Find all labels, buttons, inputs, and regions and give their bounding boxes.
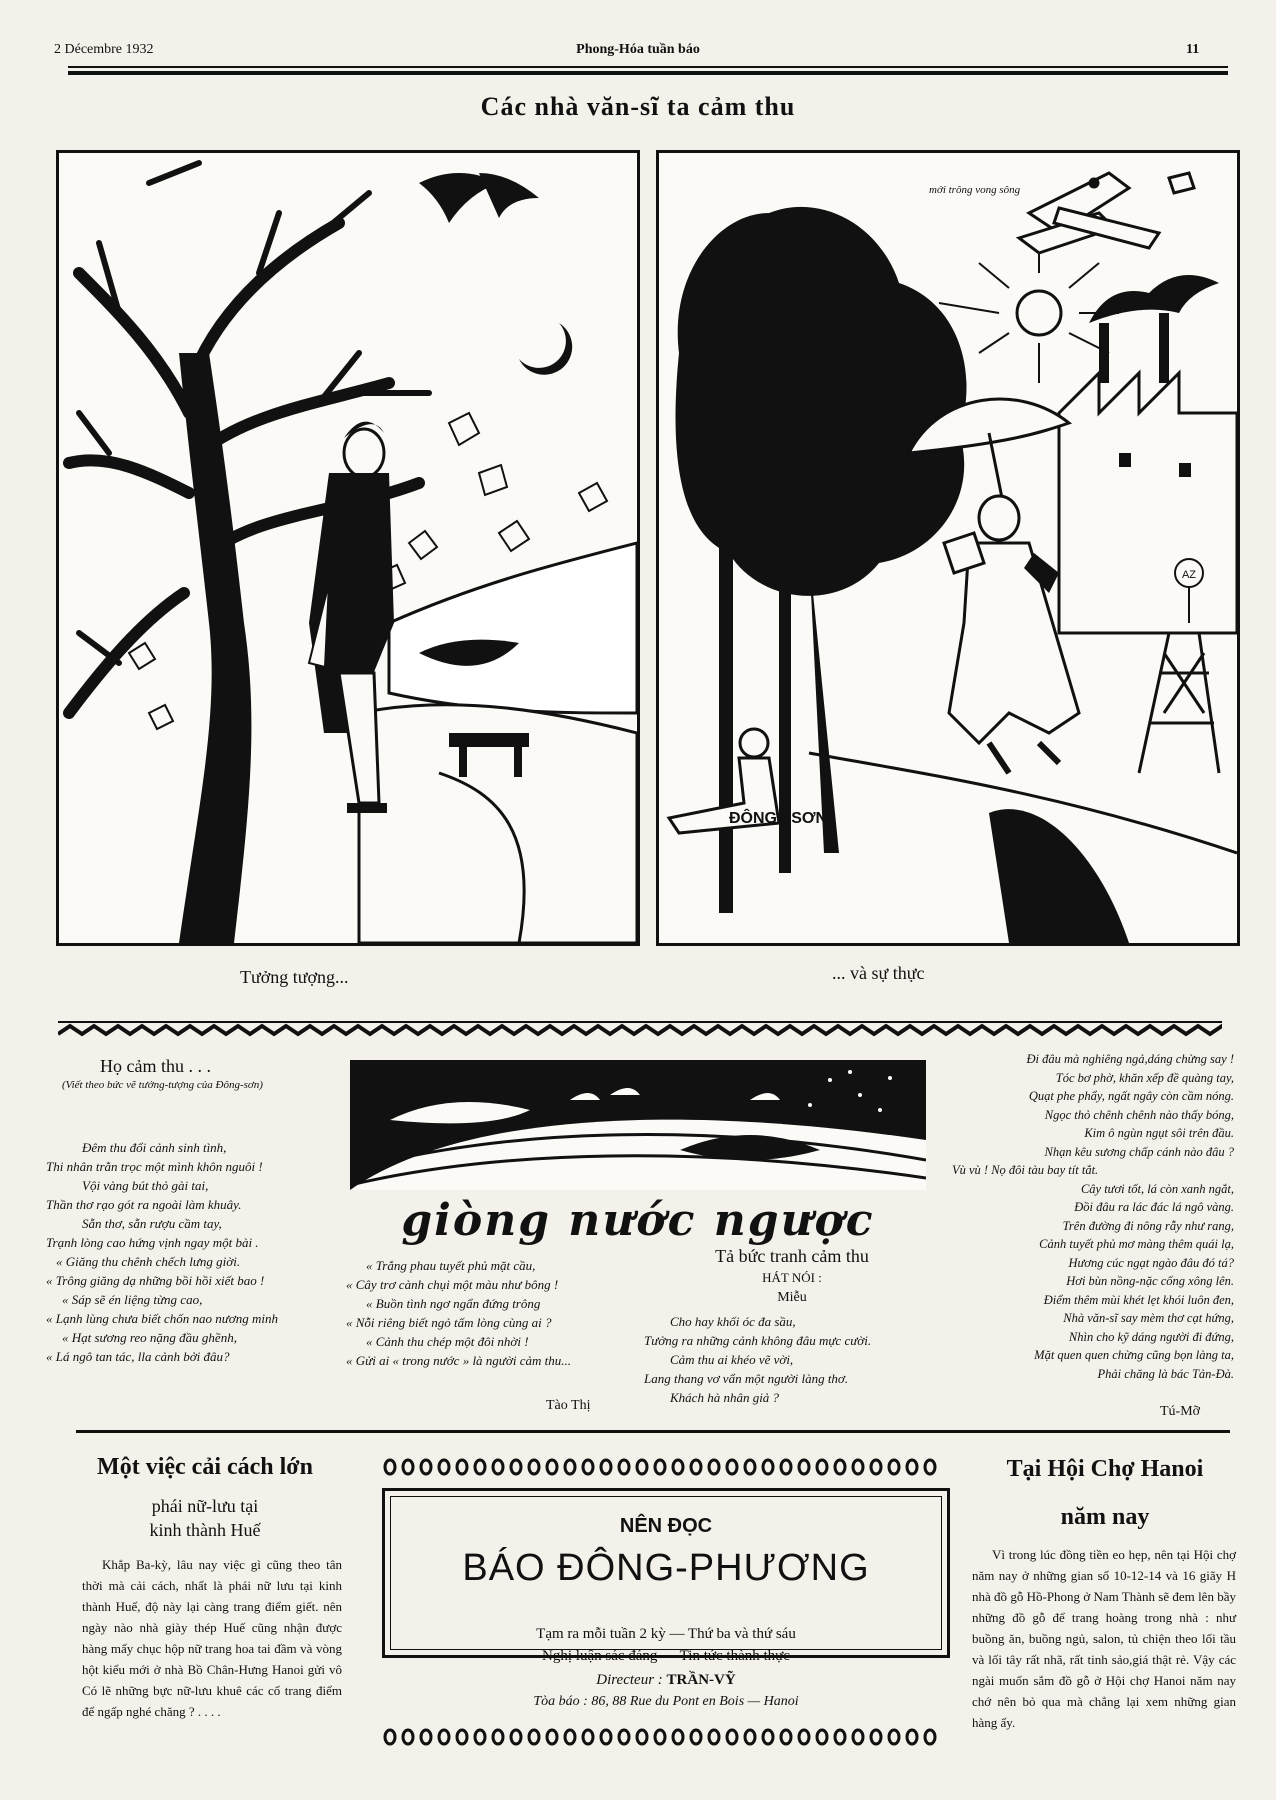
poem-line: Đi đâu mà nghiêng ngả,dáng chừng say ! — [1026, 1052, 1234, 1066]
poem-line: Nhà văn-sĩ say mèm thơ cạt hứng, — [1063, 1311, 1234, 1325]
ad-dot-border-top — [382, 1458, 950, 1476]
scholar-head — [344, 429, 384, 477]
article-left-subtitle-2: kinh thành Huế — [149, 1520, 261, 1540]
ad-director-name: TRẦN-VỸ — [666, 1672, 736, 1688]
poem-line: « Giăng thu chênh chếch lưng giời. — [56, 1254, 241, 1269]
poem-line: Quạt phe phẩy, ngất ngây còn cầm nóng. — [1028, 1089, 1234, 1103]
poem-line: Điểm thêm mùi khét lẹt khói luôn đen, — [1043, 1292, 1234, 1307]
poem-line: Cho hay khối óc đa sầu, — [670, 1314, 796, 1329]
poem-line: Đồi đâu ra lác đác lá ngô vàng. — [1074, 1200, 1234, 1214]
ad-address: Tòa báo : 86, 88 Rue du Pont en Bois — Hanoi — [533, 1694, 799, 1709]
ad-director-label: Directeur : — [596, 1672, 663, 1688]
tree-trunk — [719, 533, 733, 913]
poem-line: Cảnh tuyết phủ mơ màng thêm quái lạ, — [1039, 1237, 1234, 1251]
cartoon-imagination-illustration — [59, 153, 637, 943]
poem-center-right-body — [644, 1312, 944, 1407]
poem-line: Khách hà nhân giả ? — [670, 1390, 780, 1405]
article-left-title: Một việc cải cách lớn — [97, 1454, 313, 1480]
article-right-title-2: năm nay — [1060, 1504, 1150, 1530]
poem-line: « Gửi ai « trong nước » là người cảm thu... — [346, 1353, 571, 1368]
poem-line: Tưởng ra những cảnh không đâu mực cười. — [644, 1333, 872, 1348]
cartoon-reality-panel — [656, 150, 1240, 946]
cartoon-imagination-panel — [56, 150, 640, 946]
plane-text: mới trông vong sông — [929, 184, 1021, 196]
poem-line: Cảm thu ai khéo vẽ vời, — [670, 1352, 794, 1367]
poem-line: Mặt quen quen chừng cũng bọn làng ta, — [1034, 1348, 1234, 1362]
poem-center-left — [346, 1256, 642, 1370]
poem-line: Hơi bùn nồng-nặc cống xông lên. — [1066, 1274, 1234, 1288]
artist-signature: ĐÔNG - SƠN — [729, 810, 828, 827]
poem-line: « Trông giăng dạ những bồi hồi xiết bao ! — [46, 1273, 265, 1288]
svg-text:AZ: AZ — [1181, 569, 1197, 581]
caption-imagination: Tưởng tượng... — [240, 967, 349, 987]
poem-line: Kim ô ngùn ngụt sôi trên đầu. — [1084, 1126, 1234, 1140]
poem-line: « Lá ngô tan tác, lla cảnh bởi đâu? — [46, 1349, 230, 1364]
poem-line: « Hạt sương reo nặng đầu ghềnh, — [62, 1330, 237, 1345]
poem-line: Thi nhân trằn trọc một mình khôn nguôi ! — [46, 1159, 263, 1174]
article-left-body: Khắp Ba-kỳ, lâu nay việc gì cũng theo tân thời mà cải cách, nhất là phái nữ lưu tại kinh thành Huế, độ này lại càng trang điểm giết. nên ngày nào nhà giày thép Huế cũng nhận được hàng mấy chục hộp nữ trang hoa tai đầm và vòng hột kiểu mới ở nhà Bồ Chân-Hưng Hanoi gửi vô Có lẽ những bực nữ-lưu khuê các cố trang điểm để ngấp nghé chăng ? . . . . — [82, 1557, 342, 1719]
poem-center-right-heading: Miễu — [777, 1290, 807, 1305]
wavy-divider — [58, 1020, 1222, 1040]
poem-line: Sẵn thơ, sẵn rượu cầm tay, — [82, 1216, 222, 1231]
poem-line: Nhạn kêu sương chấp cánh nào đâu ? — [1044, 1144, 1234, 1159]
poem-center-right-subtitle: HÁT NÓI : — [762, 1270, 822, 1285]
poem-line: Tóc bơ phờ, khăn xếp đề quàng tay, — [1055, 1070, 1234, 1085]
poem-line: Trên đường đi nông rẫy như rang, — [1062, 1218, 1234, 1233]
poem-line: « Cây trơ cành chụi một màu như bông ! — [346, 1277, 559, 1292]
poem-line: Vội vàng bút thỏ gài tai, — [82, 1178, 209, 1193]
poem-right-author: Tú-Mỡ — [1160, 1404, 1201, 1419]
article-right-body: Vì trong lúc đồng tiền eo hẹp, nên tại Hội chợ năm nay ở những gian số 10-12-14 và 16 giãy H nhà đồ gỗ Hồ-Phong ở Nam Thành sẽ đem lên bầy những đồ gỗ để trang hoàng trong nhà : như buồng ăn, buồng ngủ, salon, tủ chiện theo lối tầu và lối tây rất nhã, rất tinh sảo,giá thật rẻ. Vậy các ngài muốn sắm đồ gỗ ở Hội chợ Hanoi năm nay chớ nên bỏ qua mà chẳng lại xem những gian hàng ấy. — [972, 1547, 1236, 1730]
poem-left-title: Họ cảm thu . . . — [100, 1056, 211, 1076]
header-paper-name: Phong-Hóa tuần báo — [576, 42, 700, 57]
poem-line: Trạnh lòng cao hứng vịnh ngay một bài . — [46, 1235, 259, 1250]
poem-right-body — [952, 1050, 1234, 1383]
poem-line: « Lạnh lùng chưa biết chốn nao nương minh — [46, 1311, 278, 1326]
poem-left-body — [46, 1138, 326, 1366]
ad-director — [382, 1672, 950, 1689]
poem-line: Vù vù ! Nọ đôi tàu bay tít tắt. — [952, 1163, 1099, 1177]
page-title: Các nhà văn-sĩ ta cảm thu — [480, 92, 796, 121]
ad-name: BÁO ĐÔNG-PHƯƠNG — [462, 1547, 870, 1589]
header-rule-thick — [68, 71, 1228, 75]
ad-dot-border-bottom — [382, 1728, 950, 1746]
poem-left-subtitle: (Viết theo bức vẽ tưởng-tượng của Đông-sơn) — [62, 1079, 263, 1091]
poem-line: « Sáp sẽ én liệng từng cao, — [62, 1292, 203, 1307]
ad-kicker: NÊN ĐỌC — [619, 1515, 713, 1537]
ad-line-1: Tạm ra mỗi tuần 2 kỳ — Thứ ba và thứ sáu — [536, 1626, 796, 1642]
poem-center-right-title: Tả bức tranh cảm thu — [715, 1246, 869, 1266]
poem-line: Nhìn cho kỹ dáng người đi đứng, — [1068, 1329, 1234, 1344]
cartoon-reality-illustration — [659, 153, 1237, 943]
banner-title: giòng nước ngược — [401, 1195, 875, 1246]
giong-nuoc-nguoc-banner — [350, 1060, 926, 1258]
poem-line: « Trắng phau tuyết phủ mặt cầu, — [366, 1258, 536, 1273]
header-date: 2 Décembre 1932 — [54, 42, 154, 57]
poem-line: « Buồn tình ngơ ngẩn đứng trông — [366, 1296, 541, 1311]
poem-line: Đêm thu đổi cảnh sinh tình, — [82, 1140, 227, 1155]
ad-line-2: Nghị luận sác đáng — Tin tức thành thực — [542, 1648, 790, 1664]
factory-icon — [1059, 373, 1237, 633]
caption-reality: ... và sự thực — [832, 963, 925, 983]
poem-line: « Nỗi riêng biết ngỏ tấm lòng cùng ai ? — [346, 1315, 552, 1330]
poem-line: Cây tươi tốt, lá còn xanh ngắt, — [1080, 1181, 1234, 1196]
header-rule — [68, 66, 1228, 68]
section-rule — [76, 1430, 1230, 1433]
poem-line: Ngọc thỏ chênh chênh nào thấy bóng, — [1044, 1107, 1234, 1122]
poem-line: Lang thang vơ vẩn một người làng thơ. — [644, 1371, 849, 1386]
article-right-title-1: Tại Hội Chợ Hanoi — [1006, 1456, 1204, 1482]
poem-line: Hương cúc ngạt ngào đâu đó tá? — [1068, 1255, 1234, 1270]
poem-line: Thần thơ rạo gót ra ngoài làm khuây. — [46, 1197, 242, 1212]
poem-line: Phải chăng là bác Tản-Đà. — [1097, 1366, 1234, 1381]
article-left-subtitle-1: phái nữ-lưu tại — [151, 1496, 259, 1516]
poem-line: « Cảnh thu chép một đôi nhời ! — [366, 1334, 529, 1349]
poem-center-author: Tào Thị — [546, 1398, 591, 1413]
header-page-number: 11 — [1186, 42, 1200, 57]
